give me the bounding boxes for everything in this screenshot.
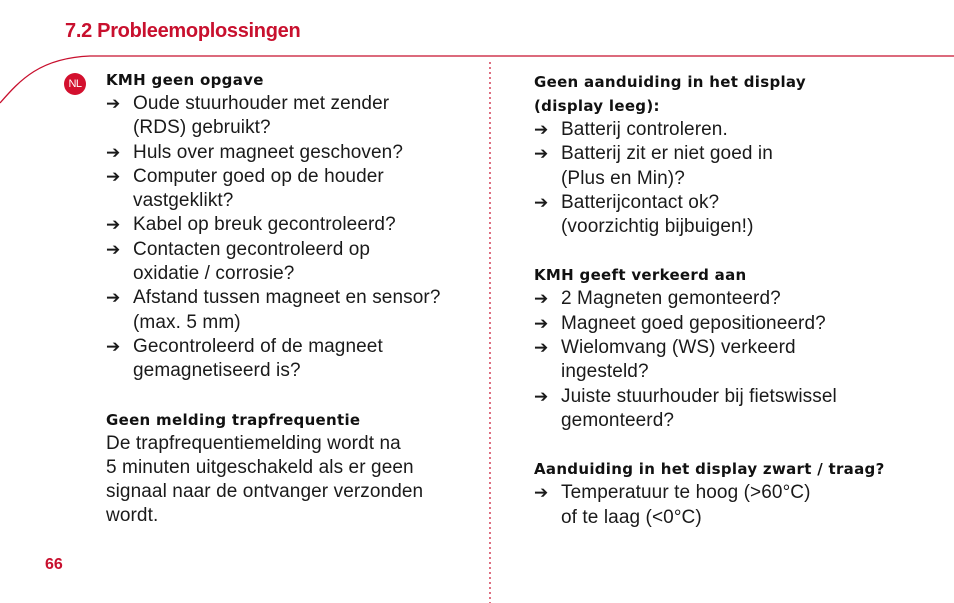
trapfrequentie-paragraph: De trapfrequentiemelding wordt na 5 minuten uitgeschakeld als er geen signaal naar de ontvanger verzonden wordt. (106, 432, 424, 527)
list-item: ➔ Batterij controleren. (534, 118, 934, 142)
arrow-right-icon: ➔ (534, 144, 549, 164)
arrow-right-icon: ➔ (106, 288, 121, 308)
section-heading-kmh-geeft-verkeerd-aan: KMH geeft verkeerd aan (534, 266, 747, 285)
arrow-right-icon: ➔ (106, 239, 121, 259)
left-column (106, 68, 476, 529)
list-item: ➔ Computer goed op de houder vastgeklikt? (106, 165, 384, 212)
section-heading-geen-aanduiding: Geen aanduiding in het display (display leeg): (534, 73, 806, 115)
arrow-right-icon: ➔ (106, 166, 121, 186)
language-badge (64, 73, 86, 95)
arrow-right-icon: ➔ (534, 386, 549, 406)
arrow-right-icon: ➔ (106, 336, 121, 356)
section-heading-geen-melding-trapfrequentie: Geen melding trapfrequentie (106, 410, 361, 429)
list-item: ➔ Wielomvang (WS) verkeerd ingesteld? (534, 337, 796, 383)
arrow-right-icon: ➔ (534, 120, 549, 139)
list-item: ➔ Huls over magneet geschoven? (106, 141, 476, 165)
arrow-right-icon: ➔ (534, 289, 549, 309)
list-item: ➔ Contacten gecontroleerd op oxidatie / corrosie? (106, 238, 371, 285)
arrow-right-icon: ➔ (534, 483, 549, 503)
list-item: ➔ Batterijcontact ok? (voorzichtig bijbuigen!) (534, 191, 754, 238)
arrow-right-icon: ➔ (106, 215, 121, 235)
list-item: ➔ Temperatuur te hoog (>60°C) of te laag (<0°C) (534, 482, 811, 528)
arrow-right-icon: ➔ (106, 142, 121, 162)
section-heading-display-zwart-traag: Aanduiding in het display zwart / traag? (534, 460, 885, 479)
right-column (534, 70, 934, 530)
list-item: ➔ Magneet goed gepositioneerd? (534, 312, 934, 336)
arrow-right-icon: ➔ (534, 338, 549, 358)
list-item: ➔ Kabel op breuk gecontroleerd? (106, 213, 476, 237)
list-item: ➔ Batterij zit er niet goed in (Plus en Min)? (534, 143, 773, 189)
checklist-kmh-verkeerd (534, 287, 934, 433)
arrow-right-icon: ➔ (534, 313, 549, 333)
arrow-right-icon: ➔ (534, 192, 549, 212)
section-heading-kmh-geen-opgave: KMH geen opgave (106, 71, 264, 89)
checklist-geen-aanduiding (534, 118, 934, 239)
language-badge-label: NL (68, 78, 82, 90)
page-number: 66 (45, 556, 63, 573)
list-item: ➔ Afstand tussen magneet en sensor? (max. 5 mm) (106, 287, 441, 333)
list-item: ➔ 2 Magneten gemonteerd? (534, 287, 934, 311)
list-item: ➔ Juiste stuurhouder bij fietswissel gemonteerd? (534, 385, 837, 431)
list-item: ➔ Gecontroleerd of de magneet gemagnetiseerd is? (106, 335, 383, 382)
checklist-kmh-geen-opgave (106, 92, 476, 384)
arrow-right-icon: ➔ (106, 94, 121, 113)
page-title: 7.2 Probleemoplossingen (65, 20, 301, 42)
checklist-display-zwart (534, 481, 934, 530)
list-item: ➔ Oude stuurhouder met zender (RDS) gebruikt? (106, 93, 390, 139)
